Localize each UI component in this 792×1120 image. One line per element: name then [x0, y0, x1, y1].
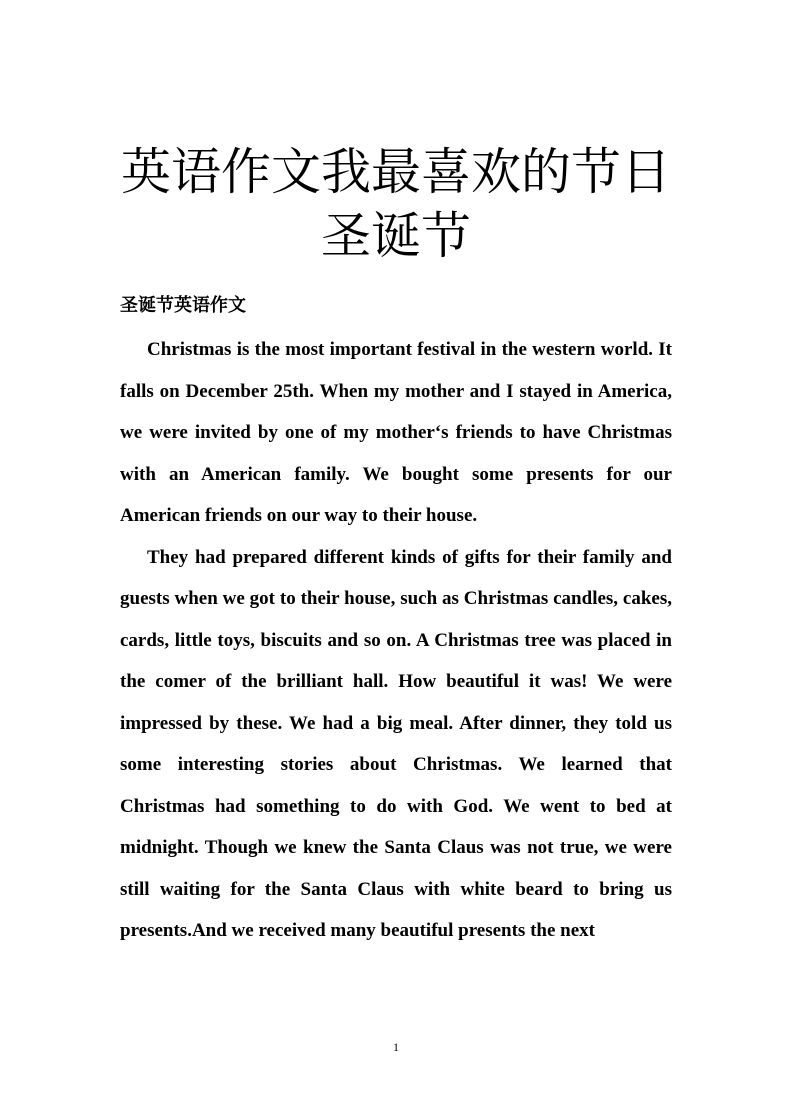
- document-body: [120, 329, 672, 952]
- paragraph-2: They had prepared different kinds of gifts for their family and guests when we got to their house, such as Christmas candles, cakes, cards, little toys, biscuits and so on. A Christmas tree was placed in the comer of the brilliant hall. How beautiful it was! We were impressed by these. We had a big meal. After dinner, they told us some interesting stories about Christmas. We learned that Christmas had something to do with God. We went to bed at midnight. Though we knew the Santa Claus was not true, we were still waiting for the Santa Claus with white beard to bring us presents.And we received many beautiful presents the next: [120, 546, 672, 941]
- title-line-1: 英语作文我最喜欢的节日: [121, 143, 671, 201]
- document-title: [0, 140, 792, 268]
- paragraph-1: Christmas is the most important festival in the western world. It falls on December 25th. When my mother and I stayed in America, we were invited by one of my mother‘s friends to have Christmas with an American family. We bought some presents for our American friends on our way to their house.: [120, 339, 672, 526]
- page-number: 1: [393, 1040, 399, 1054]
- title-line-2: 圣诞节: [321, 207, 471, 265]
- section-heading: 圣诞节英语作文: [120, 295, 246, 316]
